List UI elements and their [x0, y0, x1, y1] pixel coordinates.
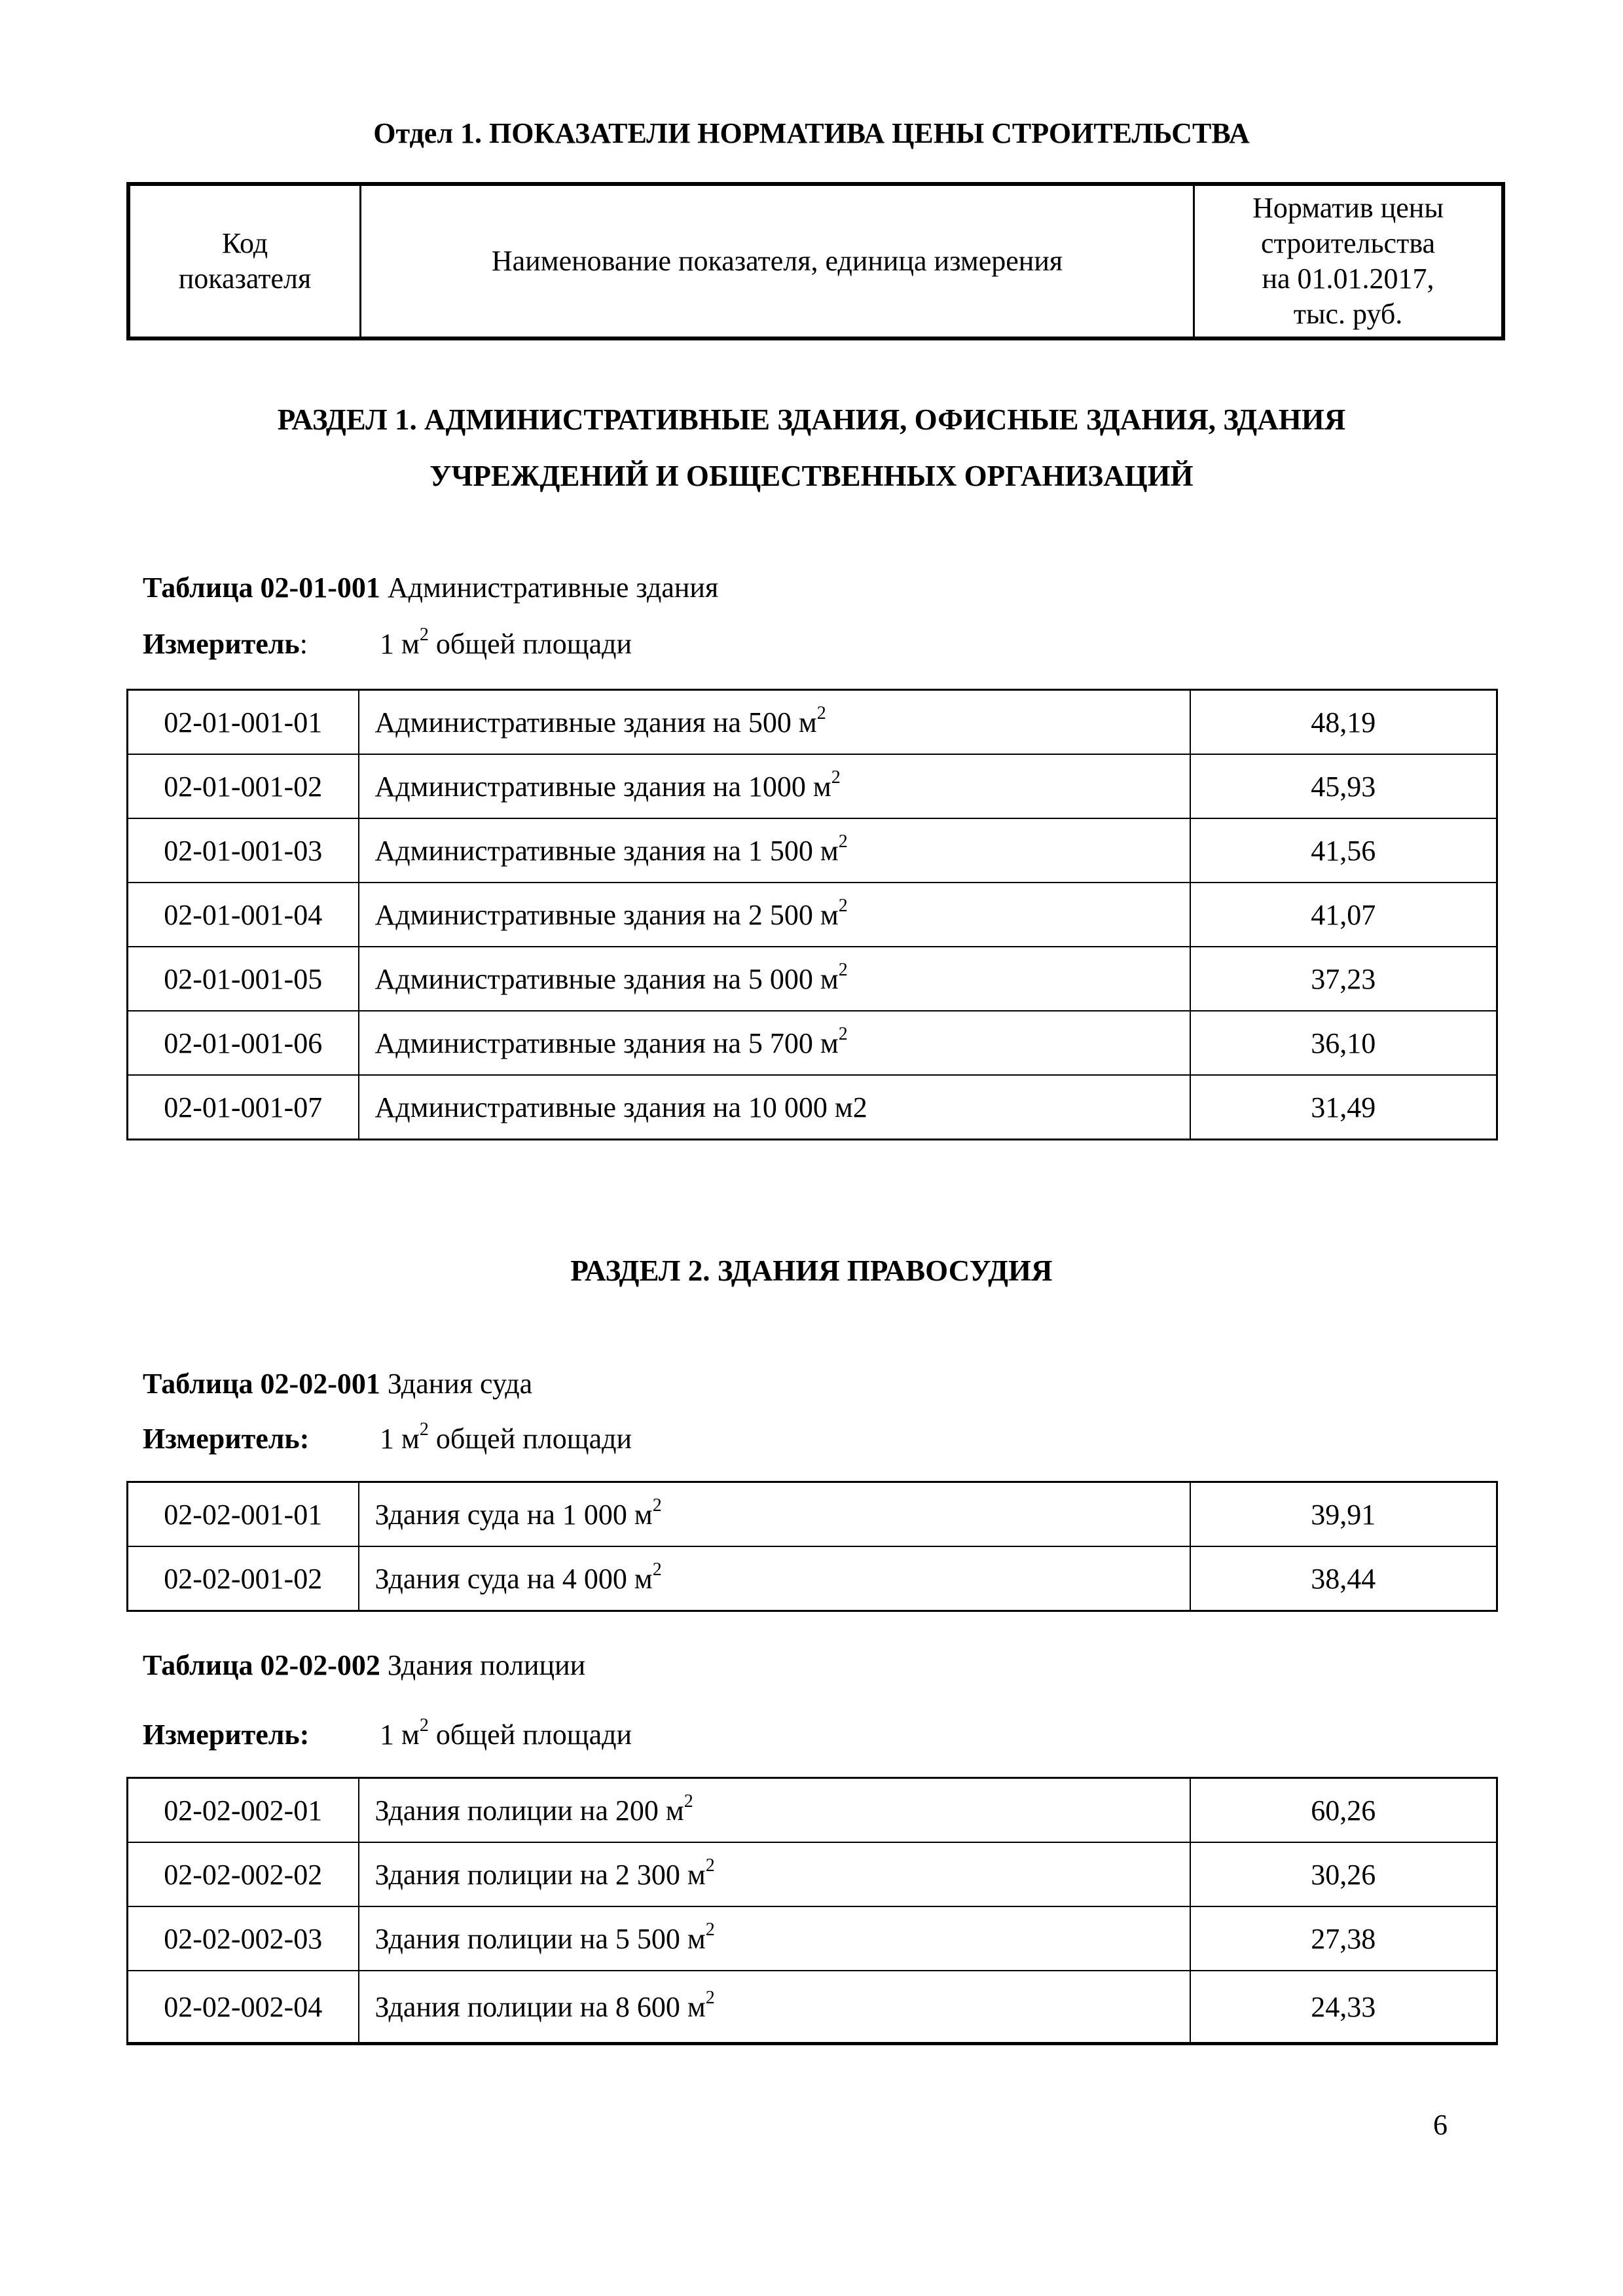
row-value: 41,56 [1190, 818, 1497, 883]
table-row [128, 1546, 1497, 1611]
row-name-cell [359, 754, 1190, 818]
measure-line [143, 627, 632, 661]
header-value-line: строительства [1260, 227, 1436, 259]
row-name-sup: 2 [838, 1023, 848, 1044]
measure-prefix: 1 м [380, 1719, 420, 1751]
page-number: 6 [1433, 2109, 1448, 2141]
table-02-02-001 [126, 1481, 1498, 1612]
header-value-line: тыс. руб. [1293, 298, 1403, 330]
header-code-line: Код [221, 227, 268, 259]
table-caption-name: Здания суда [387, 1368, 533, 1400]
row-value: 41,07 [1190, 883, 1497, 947]
row-name-cell [359, 1011, 1190, 1075]
row-code: 02-01-001-01 [128, 690, 359, 755]
row-code: 02-02-002-04 [128, 1971, 359, 2044]
measure-sup: 2 [419, 1419, 429, 1440]
table-row [128, 1075, 1497, 1140]
row-value: 60,26 [1190, 1778, 1497, 1843]
row-name-sup: 2 [831, 767, 841, 788]
measure-line [143, 1419, 632, 1455]
row-name: Административные здания на 1000 м [374, 770, 831, 803]
row-name-sup: 2 [838, 831, 848, 852]
row-name-cell [359, 818, 1190, 883]
row-value: 38,44 [1190, 1546, 1497, 1611]
row-name: Административные здания на 5 700 м [374, 1027, 839, 1059]
table-caption [143, 1367, 532, 1400]
row-name: Здания суда на 4 000 м [374, 1562, 653, 1595]
row-code: 02-01-001-06 [128, 1011, 359, 1075]
row-name-cell [359, 1546, 1190, 1611]
row-name-cell [359, 1906, 1190, 1971]
table-row [128, 1778, 1497, 1843]
row-name-cell [359, 1971, 1190, 2044]
row-code: 02-02-002-03 [128, 1906, 359, 1971]
row-name: Административные здания на 1 500 м [374, 834, 839, 867]
row-value: 37,23 [1190, 947, 1497, 1011]
row-name-sup: 2 [705, 1987, 715, 2008]
row-name: Административные здания на 10 000 м2 [374, 1091, 867, 1123]
row-name-sup: 2 [838, 959, 848, 980]
row-name-cell [359, 1482, 1190, 1547]
header-value-line: на 01.01.2017, [1262, 263, 1434, 295]
table-row [128, 818, 1497, 883]
table-caption [143, 571, 718, 604]
row-name-sup: 2 [684, 1791, 693, 1812]
row-name-sup: 2 [838, 895, 848, 916]
measure-suffix: общей площади [428, 1423, 632, 1455]
row-value: 48,19 [1190, 690, 1497, 755]
table-row [128, 1011, 1497, 1075]
row-name-cell [359, 1075, 1190, 1140]
row-code: 02-01-001-02 [128, 754, 359, 818]
row-value: 39,91 [1190, 1482, 1497, 1547]
table-row [128, 1906, 1497, 1971]
table-row [128, 1971, 1497, 2044]
table-caption-name: Здания полиции [387, 1649, 586, 1681]
row-name-sup: 2 [652, 1495, 662, 1516]
table-row [128, 947, 1497, 1011]
row-name-cell [359, 690, 1190, 755]
row-value: 30,26 [1190, 1842, 1497, 1906]
table-caption [143, 1649, 585, 1682]
department-title: Отдел 1. ПОКАЗАТЕЛИ НОРМАТИВА ЦЕНЫ СТРОИТЕЛЬСТВА [373, 117, 1250, 149]
measure-line [143, 1715, 632, 1751]
measure-prefix: 1 м [380, 628, 420, 660]
row-code: 02-02-002-01 [128, 1778, 359, 1843]
header-name-text: Наименование показателя, единица измерения [491, 245, 1063, 277]
row-name: Здания полиции на 5 500 м [374, 1922, 706, 1955]
measure-suffix: общей площади [428, 1719, 632, 1751]
section1-title-line1: РАЗДЕЛ 1. АДМИНИСТРАТИВНЫЕ ЗДАНИЯ, ОФИСНЫЕ ЗДАНИЯ, ЗДАНИЯ [277, 403, 1346, 436]
row-name-cell [359, 1778, 1190, 1843]
row-name-sup: 2 [705, 1855, 715, 1876]
table-row [128, 883, 1497, 947]
table-caption-name: Административные здания [387, 572, 719, 604]
row-name-sup: 2 [705, 1919, 715, 1940]
measure-suffix: общей площади [428, 628, 632, 660]
table-row [128, 1482, 1497, 1547]
measure-prefix: 1 м [380, 1423, 420, 1455]
table-02-02-002 [126, 1777, 1498, 2045]
table-02-01-001 [126, 689, 1498, 1140]
row-code: 02-02-001-02 [128, 1546, 359, 1611]
header-code-line: показателя [178, 263, 312, 295]
measure-label: Измеритель: [143, 1719, 310, 1751]
header-name-cell [361, 184, 1194, 338]
table-row [128, 690, 1497, 755]
measure-sup: 2 [419, 1715, 429, 1736]
row-name-sup: 2 [816, 702, 826, 723]
measure-sup: 2 [419, 625, 429, 645]
row-value: 24,33 [1190, 1971, 1497, 2044]
table-row [128, 1842, 1497, 1906]
section1-title [0, 392, 1623, 504]
row-code: 02-01-001-04 [128, 883, 359, 947]
row-name-cell [359, 883, 1190, 947]
row-name: Административные здания на 500 м [374, 706, 817, 738]
row-code: 02-01-001-07 [128, 1075, 359, 1140]
row-value: 27,38 [1190, 1906, 1497, 1971]
row-name: Здания полиции на 200 м [374, 1794, 684, 1827]
row-code: 02-01-001-03 [128, 818, 359, 883]
row-name-cell [359, 1842, 1190, 1906]
header-value-line: Норматив цены [1252, 192, 1444, 224]
row-name: Здания суда на 1 000 м [374, 1498, 653, 1531]
table-row [128, 754, 1497, 818]
row-code: 02-01-001-05 [128, 947, 359, 1011]
measure-label: Измеритель: [143, 1423, 310, 1455]
row-name-sup: 2 [652, 1559, 662, 1580]
row-value: 36,10 [1190, 1011, 1497, 1075]
section1-title-line2: УЧРЕЖДЕНИЙ И ОБЩЕСТВЕННЫХ ОРГАНИЗАЦИЙ [429, 460, 1194, 492]
row-code: 02-02-001-01 [128, 1482, 359, 1547]
row-code: 02-02-002-02 [128, 1842, 359, 1906]
section2-title: РАЗДЕЛ 2. ЗДАНИЯ ПРАВОСУДИЯ [570, 1254, 1053, 1287]
row-name: Здания полиции на 8 600 м [374, 1990, 706, 2023]
header-code-cell [128, 184, 361, 338]
column-header-table [126, 182, 1505, 340]
row-value: 45,93 [1190, 754, 1497, 818]
measure-label: Измеритель: [143, 628, 308, 660]
row-name: Здания полиции на 2 300 м [374, 1858, 706, 1891]
header-value-cell [1194, 184, 1504, 338]
table-caption-label: Таблица 02-02-002 [143, 1649, 380, 1681]
table-caption-label: Таблица 02-01-001 [143, 572, 380, 604]
table-caption-label: Таблица 02-02-001 [143, 1368, 380, 1400]
row-name: Административные здания на 5 000 м [374, 962, 839, 995]
row-name-cell [359, 947, 1190, 1011]
row-name: Административные здания на 2 500 м [374, 898, 839, 931]
row-value: 31,49 [1190, 1075, 1497, 1140]
